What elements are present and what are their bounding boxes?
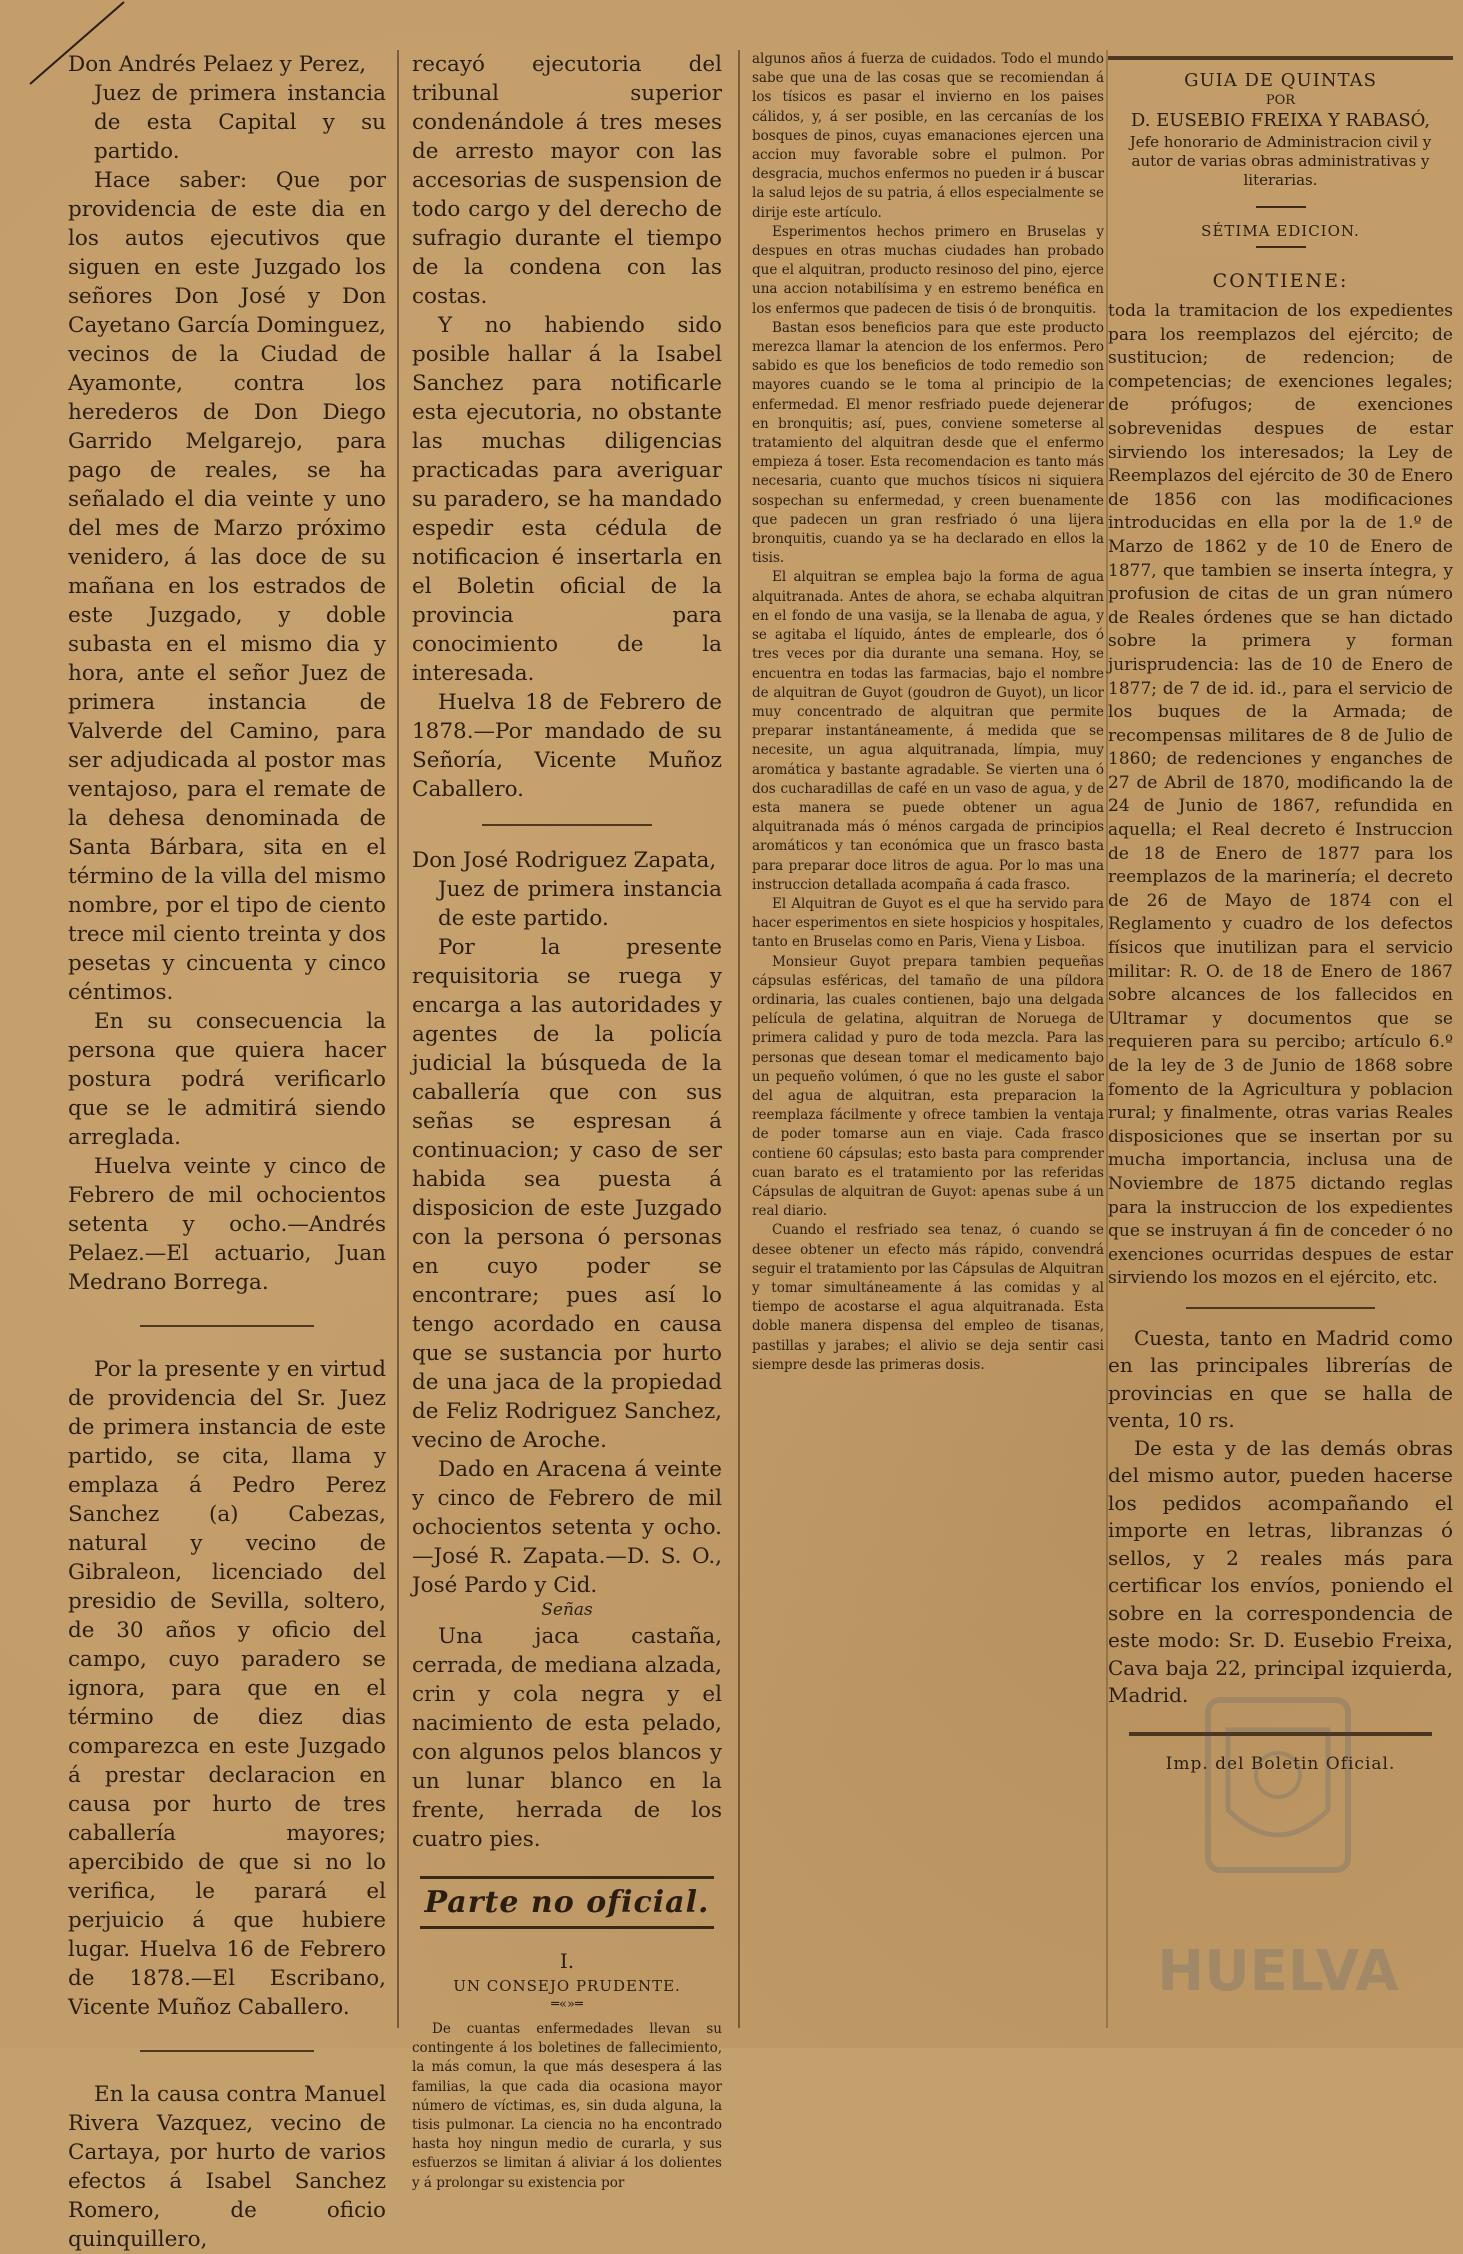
section-separator [140, 2050, 315, 2052]
senas-label: Señas [541, 1600, 593, 1620]
case-notice: En la causa contra Manuel Rivera Vazquez, vecino de Cartaya, por hurto de varios efectos á Isabel Sanchez Romero, de oficio quinquillero, [68, 2082, 386, 2252]
summons-edict: Por la presente y en virtud de providencia del Sr. Juez de primera instancia de este partido, se cita, llama y emplaza á Pedro Perez Sanchez (a) Cabezas, natural y vecino de Gibraleon, licenciado del presidio de Sevilla, soltero, de 30 años y oficio del campo, cuyo paradero se ignora, para que en el término de diez dias comparezca en este Juzgado á prestar declaracion en causa por hurto de tres caballería mayores; apercibido de que si no lo verifica, le parará el perjuicio á que hubiere lugar. Huelva 16 de Febrero de 1878.—El Escribano, Vicente Muñoz Caballero. [68, 1357, 386, 2020]
article-title: UN CONSEJO PRUDENTE. [453, 1977, 681, 1995]
notice-paragraph: Y no habiendo sido posible hallar á la Isabel Sanchez para notificarle esta ejecutoria, no obstante las muchas diligencias practicadas para averiguar su paradero, se ha mandado espedir esta cédula de notificacion é insertarla en el Boletin oficial de la provincia para conocimiento de la interesada. [412, 313, 722, 686]
requisition-body: Por la presente requisitoria se ruega y encarga a las autoridades y agentes de la policía judicial la búsqueda de la caballería que con sus señas se espresan á continuacion; y caso de ser habida sea puesta á disposicion de este Juzgado con la persona ó personas en cuyo poder se encontrare; pues así lo tengo acordado en causa que se sustancia por hurto de una jaca de la propiedad de Feliz Rodriguez Sanchez, vecino de Aroche. [412, 935, 722, 1453]
judge-name: Don Andrés Pelaez y Perez, [68, 52, 367, 77]
article-paragraph: Monsieur Guyot prepara tambien pequeñas cápsulas esféricas, del tamaño de una píldora ordinaria, las cuales contienen, bajo una delgada película de gelatina, alquitran de Noruega de primera calidad y puro de toda mezcla. Para las personas que desean tomar el medicamento bajo un pequeño volúmen, ó que no les guste el sabor del agua de alquitran, esta preparacion la reemplaza fácilmente y ofrece tambien la ventaja de poder tomarse aun en viaje. Cada frasco contiene 60 cápsulas; esto basta para comprender cuan barato es el tratamiento por las referidas Cápsulas de alquitran de Guyot: apenas sube á un real diario. [752, 953, 1104, 1220]
column-3 [752, 50, 1104, 2028]
section-separator [1186, 1307, 1376, 1309]
article-paragraph: De cuantas enfermedades llevan su contingente á los boletines de fallecimiento, la más comun, la que más desespera á las familias, la que cada dia ocasiona mayor número de víctimas, es, sin duda alguna, la tisis pulmonar. La ciencia no ha encontrado hasta hoy ningun medio de curarla, y sus esfuerzos se limitan á aliviar á los dolientes y á prolongar su existencia por [412, 2021, 722, 2191]
article-paragraph: El Alquitran de Guyot es el que ha servido para hacer esperimentos en siete hospicios y hospitales, tanto en Bruselas como en Paris, Viena y Lisboa. [752, 895, 1104, 951]
article-paragraph: El alquitran se emplea bajo la forma de agua alquitranada. Antes de ahora, se echaba alquitran en el fondo de una vasija, se la llenaba de agua, y se agitaba el líquido, ántes de emplearle, dos ó tres veces por dia durante una semana. Hoy, se encuentra en todas las farmacias, bajo el nombre de alquitran de Guyot (goudron de Guyot), un licor muy concentrado de alquitran que permite preparar instantáneamente, á medida que se necesite, un agua alquitranada, límpia, muy aromática y bastante agradable. Se vierten una ó dos cucharadillas de café en un vaso de agua, y de esta manera se puede obtener un agua alquitranada más ó ménos cargada de principios aromáticos y tan económica que un frasco basta para preparar doce litros de agua. Por lo mas una instruccion detallada acompaña á cada frasco. [752, 569, 1104, 893]
column-2 [412, 50, 722, 2191]
imprint-line: Imp. del Boletin Oficial. [1165, 1753, 1396, 1774]
advert-orders: De esta y de las demás obras del mismo autor, pueden hacerse los pedidos acompañando el importe en letras, libranzas ó sellos, y 2 reales más para certificar los envíos, poniendo el sobre en la correspondencia de este modo: Sr. D. Eusebio Freixa, Cava baja 22, principal izquierda, Madrid. [1108, 1435, 1453, 1708]
column-divider [738, 50, 740, 2028]
advert-price: Cuesta, tanto en Madrid como en las principales librerías de provincias en que se halla de venta, 10 rs. [1108, 1325, 1453, 1433]
advert-contents: toda la tramitacion de los expedientes para los reemplazos del ejército; de sustitucion; de redencion; de competencias; de exenciones legales; de prófugos; de exenciones sobrevenidas despues de estar sirviendo los interesados; la Ley de Reemplazos del ejército de 30 de Enero de 1856 con las modificaciones introducidas en ella por la de 1.º de Marzo de 1862 y de 10 de Enero de 1877, que tambien se inserta íntegra, y profusion de citas de un gran número de Reales órdenes que se han dictado sobre la primera y forman jurisprudencia: las de 10 de Enero de 1877; de 7 de id. id., para el servicio de los buques de la Armada; de recompensas militares de 8 de Julio de 1860; de redenciones y enganches de 27 de Abril de 1870, modificando la de 24 de Junio de 1867, refundida en aquella; el Real decreto é Instruccion de 18 de Enero de 1877 para los reemplazos de la marinería; el decreto de 26 de Mayo de 1874 con el Reglamento y cuadro de los defectos físicos que inutilizan para el servicio militar: R. O. de 18 de Enero de 1867 sobre alcances de los fallecidos en Ultramar y documentos que se requieren para su percibo; artículo 6.º de la ley de 3 de Junio de 1868 sobre fomento de la Agricultura y poblacion rural; y finalmente, otras varias Reales disposiciones que se insertan por su mucha importancia, inclusa una de Noviembre de 1875 dictando reglas para la instruccion de los expedientes que se instruyan á fin de conceder ó no exenciones ocurridas despues de estar sirviendo los mozos en el ejército, etc. [1108, 301, 1453, 1289]
advert-author: D. EUSEBIO FREIXA Y RABASÓ, [1130, 110, 1431, 131]
column-divider [397, 50, 399, 2028]
requisition-closing: Dado en Aracena á veinte y cinco de Febrero de mil ochocientos setenta y ocho.—José R. Zapata.—D. S. O., José Pardo y Cid. [412, 1457, 722, 1598]
article-ornament: ═«»═ [551, 1997, 583, 2012]
mini-rule [1256, 246, 1306, 248]
horse-description: Una jaca castaña, cerrada, de mediana alzada, crin y cola negra y el nacimiento de esta pelado, con algunos pelos blancos y un lunar blanco en la frente, herrada de los cuatro pies. [412, 1624, 722, 1852]
edict-closing: Huelva veinte y cinco de Febrero de mil ochocientos setenta y ocho.—Andrés Pelaez.—El actuario, Juan Medrano Borrega. [68, 1154, 386, 1295]
advert-author-desc: Jefe honorario de Administracion civil y autor de varias obras administrativas y literarias. [1129, 133, 1432, 189]
watermark-text: HUELVA [1157, 1939, 1399, 2004]
section-separator [482, 824, 653, 826]
edict-body: Hace saber: Que por providencia de este dia en los autos ejecutivos que siguen en este Juzgado los señores Don José y Don Cayetano García Dominguez, vecinos de la Ciudad de Ayamonte, contra los herederos de Don Diego Garrido Melgarejo, para pago de reales, se ha señalado el dia veinte y uno del mes de Marzo próximo venidero, á las doce de su mañana en los estrados de este Juzgado, y doble subasta en el mismo dia y hora, ante el señor Juez de primera instancia de Valverde del Camino, para ser adjudicada al postor mas ventajoso, para el remate de la dehesa denominada de Santa Bárbara, sita en el término de la villa del mismo nombre, por el tipo de ciento trece mil ciento treinta y dos pesetas y cincuenta y cinco céntimos. [68, 168, 386, 1005]
article-paragraph: Bastan esos beneficios para que este producto merezca llamar la atencion de los enfermos. Pero sabido es que los beneficios de todo remedio son mayores cuando se le toma al principio de la enfermedad. El menor resfriado puede dejenerar en bronquitis; así, pues, conviene someterse al tratamiento del alquitran desde que el enfermo empieza á toser. Esta recomendacion es tanto más necesaria, cuanto que muchos tísicos ni siquiera sospechan su enfermedad, y creen buenamente que padecen un gran resfriado ó una lijera bronquitis, cuando ya se ha declarado en ellos la tisis. [752, 319, 1104, 567]
judge-name: Don José Rodriguez Zapata, [412, 848, 717, 873]
judge-title: Juez de primera instancia de esta Capital y su partido. [94, 81, 386, 164]
article-number: I. [559, 1949, 575, 1973]
advert-by: POR [1265, 93, 1296, 108]
section-banner: Parte no oficial. [420, 1876, 714, 1929]
archive-watermark [1157, 1690, 1399, 2020]
notice-continuation: recayó ejecutoria del tribunal superior condenándole á tres meses de arresto mayor con las accesorias de suspension de todo cargo y del derecho de sufragio durante el tiempo de la condena con las costas. [412, 52, 722, 309]
advert-edition: SÉTIMA EDICION. [1201, 222, 1360, 240]
column-1 [68, 50, 386, 2252]
top-rule [1108, 56, 1453, 60]
advert-title: GUIA DE QUINTAS [1184, 70, 1377, 91]
edict-body: En su consecuencia la persona que quiera hacer postura podrá verificarlo que se le admitirá siendo arreglada. [68, 1009, 386, 1150]
article-paragraph: algunos años á fuerza de cuidados. Todo el mundo sabe que una de las cosas que se recomiendan á los tísicos es pasar el invierno en los paises cálidos, y, á ser posible, en las cercanías de los bosques de pinos, cuyas emanaciones ejercen una accion muy favorable sobre el pulmon. Por desgracia, muchos enfermos no pueden ir á buscar la salud lejos de su patria, á ellos especialmente se dirije este artículo. [752, 51, 1104, 221]
advert-contents-label: CONTIENE: [1212, 270, 1349, 292]
section-separator [140, 1325, 315, 1327]
mini-rule [1256, 206, 1306, 208]
article-paragraph: Cuando el resfriado sea tenaz, ó cuando se desee obtener un efecto más rápido, convendrá seguir el tratamiento por las Cápsulas de Alquitran y tomar simultáneamente á las comidas y al tiempo de acostarse el agua alquitranada. Esta doble manera dispensa del empleo de tisanas, pastillas y jarabes; el alivio se deja sentir casi siempre desde las primeras dosis. [752, 1222, 1104, 1373]
judge-title: Juez de primera instancia de este partido. [438, 877, 722, 931]
article-paragraph: Esperimentos hechos primero en Bruselas y despues en otras muchas ciudades han probado que el alquitran, producto resinoso del pino, ejerce una accion notabilísima y en estremo benéfica en los enfermos que padecen de tisis ó de bronquitis. [752, 223, 1104, 317]
notice-closing: Huelva 18 de Febrero de 1878.—Por mandado de su Señoría, Vicente Muñoz Caballero. [412, 690, 722, 802]
